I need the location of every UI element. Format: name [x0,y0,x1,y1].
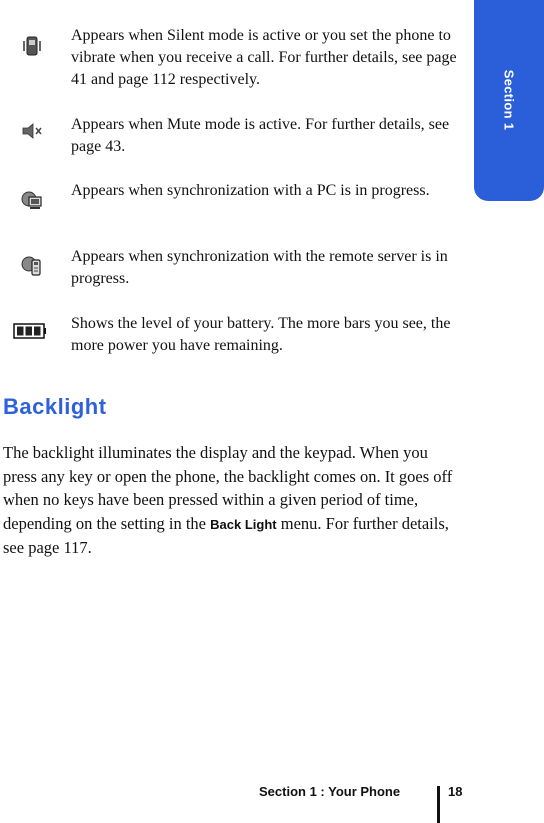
footer-label: Section 1 : Your Phone [259,784,401,799]
icon-list-item [0,25,470,95]
menu-term: Back Light [210,516,277,532]
page-number: 18 [448,784,463,799]
vibrate-mode-icon [14,32,50,60]
icon-list-item [0,114,470,160]
section-tab [474,0,544,201]
section-tab-label: Section 1 [501,69,517,131]
pc-sync-icon [14,186,50,214]
section-heading: Backlight [3,394,107,419]
icon-description: Appears when synchronization with the remote server is in progress. [71,248,448,287]
icon-description: Appears when synchronization with a PC is in progress. [71,182,430,199]
body-text-start: The backlight illuminates the display and the keypad. When you press any key or open the phone, the backlight comes on. It goes off when no keys have been pressed within a given period of time, depending on the setting in the [3,443,453,533]
icon-description: Appears when Mute mode is active. For further details, see page 43. [71,116,450,155]
mute-icon [14,117,50,145]
server-sync-icon [14,252,50,280]
icon-description: Appears when Silent mode is active or you set the phone to vibrate when you receive a call. For further details, see page 41 and page 112 respectively. [71,27,457,88]
icon-list-item [0,246,470,292]
body-text-end: menu. For further details, see page 117. [3,513,449,557]
footer-divider [437,786,440,823]
icon-list-item [0,180,470,226]
icon-description: Shows the level of your battery. The more bars you see, the more power you have remaining. [71,315,451,354]
battery-icon [10,317,50,345]
body-paragraph [3,441,461,560]
icon-list-item [0,313,470,359]
